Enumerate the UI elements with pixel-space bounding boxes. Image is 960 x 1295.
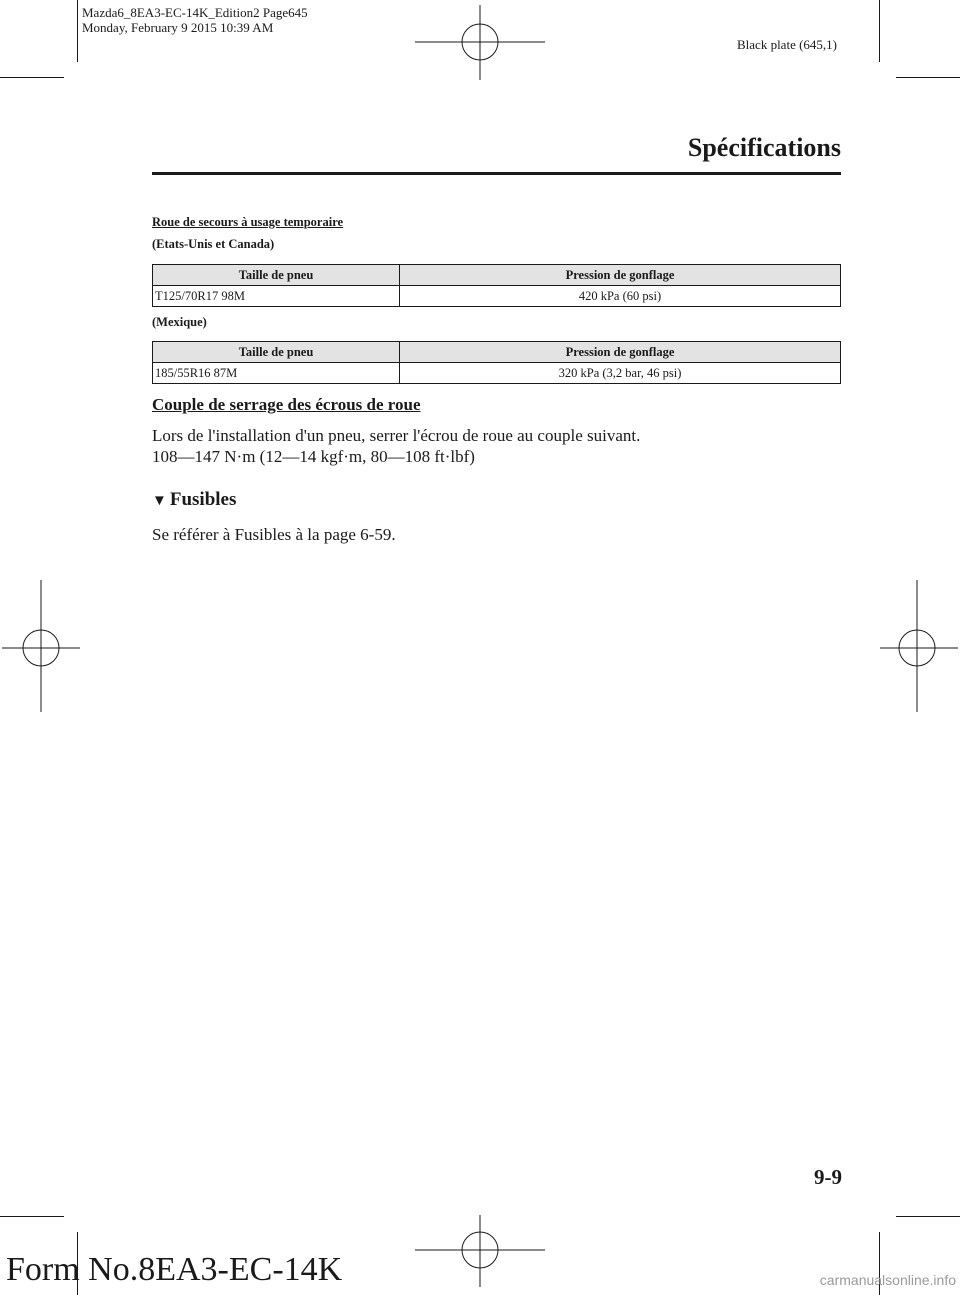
region-label-us-canada: (Etats-Unis et Canada): [152, 237, 275, 251]
column-header: Taille de pneu: [153, 265, 400, 286]
table-cell: 185/55R16 87M: [153, 363, 400, 384]
torque-instruction: Lors de l'installation d'un pneu, serrer l'écrou de roue au couple suivant.: [152, 426, 641, 445]
torque-values: 108―147 N·m (12―14 kgf·m, 80―108 ft·lbf): [152, 447, 475, 466]
fuses-heading: [152, 489, 236, 511]
column-header: Taille de pneu: [153, 342, 400, 363]
table-cell: T125/70R17 98M: [153, 286, 400, 307]
slug-file-line: Mazda6_8EA3-EC-14K_Edition2 Page645: [82, 5, 308, 20]
page-title: Spécifications: [687, 133, 841, 162]
table-header-row: [153, 265, 841, 286]
table-header-row: [153, 342, 841, 363]
fuses-reference: Se référer à Fusibles à la page 6-59.: [152, 525, 396, 544]
form-number: Form No.8EA3-EC-14K: [6, 1251, 343, 1288]
table-row: [153, 286, 841, 307]
table-cell: 320 kPa (3,2 bar, 46 psi): [400, 363, 841, 384]
column-header: Pression de gonflage: [400, 342, 841, 363]
slug-plate: Black plate (645,1): [737, 37, 837, 52]
page-number: 9-9: [814, 1165, 842, 1189]
table-row: [153, 363, 841, 384]
tire-pressure-table-us-canada: [152, 264, 841, 307]
region-label-mexico: (Mexique): [152, 315, 207, 329]
spare-wheel-heading: Roue de secours à usage temporaire: [152, 215, 344, 229]
watermark: carmanualsonline.info: [819, 1272, 956, 1288]
fuses-heading-label: Fusibles: [169, 489, 237, 510]
torque-heading: Couple de serrage des écrous de roue: [152, 395, 421, 414]
table-cell: 420 kPa (60 psi): [400, 286, 841, 307]
triangle-down-icon: ▼: [152, 493, 167, 509]
column-header: Pression de gonflage: [400, 265, 841, 286]
header-rule: [152, 172, 841, 175]
slug-date-line: Monday, February 9 2015 10:39 AM: [82, 20, 274, 35]
tire-pressure-table-mexico: [152, 341, 841, 384]
